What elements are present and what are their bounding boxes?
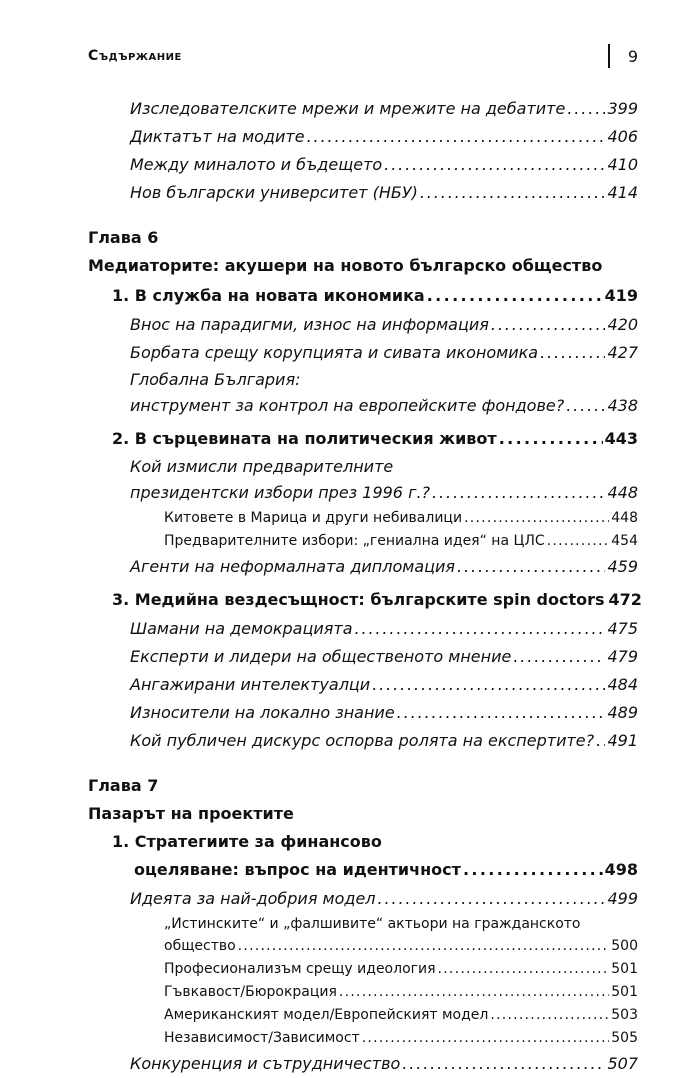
toc-subentry-label: Независимост/Зависимост (164, 1030, 360, 1046)
dot-leader (307, 123, 606, 151)
toc-subentry (88, 981, 638, 1004)
toc-entry-label: Ангажирани интелектуалци (130, 675, 371, 694)
dot-leader (384, 151, 605, 179)
toc-entry-page: 427 (607, 343, 638, 362)
dot-leader (355, 615, 606, 643)
toc-entry-page: 507 (607, 1054, 638, 1073)
dot-leader (547, 530, 610, 553)
toc-subentry-page: 454 (611, 533, 638, 549)
toc-entry-page: 399 (607, 99, 638, 118)
toc-subentry-label: Предварителните избори: „гениална идея“ на ЦЛС (164, 533, 545, 549)
toc-subentry-page: 448 (611, 510, 638, 526)
toc-entry-label: Конкуренция и сътрудничество (130, 1054, 401, 1073)
table-of-contents (88, 95, 642, 1078)
toc-subentry (88, 935, 638, 958)
dot-leader (378, 885, 606, 913)
toc-entry-first-line: Кой измисли предварителните (130, 457, 394, 476)
toc-entry (88, 311, 638, 339)
toc-entry (88, 123, 638, 151)
dot-leader (567, 95, 605, 123)
toc-subentry-label: Гъвкавост/Бюрокрация (164, 984, 337, 1000)
dot-leader (427, 281, 603, 311)
toc-entry-first-line: Глобална България: (130, 370, 301, 389)
toc-section-page: 472 (608, 590, 642, 609)
toc-subentry (88, 507, 638, 530)
toc-subentry-first-line: „Истинските“ и „фалшивите“ актьори на гражданското (164, 916, 581, 932)
toc-section-label: 1. В служба на новата икономика (112, 286, 425, 305)
toc-subentry-label: общество (164, 938, 236, 954)
toc-subentry (88, 958, 638, 981)
chapter-number: Глава 7 (88, 776, 159, 795)
chapter-title: Пазарът на проектите (88, 804, 294, 823)
chapter-title: Медиаторите: акушери на новото българско общество (88, 256, 603, 275)
toc-subentry-label: Професионализъм срещу идеология (164, 961, 436, 977)
toc-entry (88, 1050, 638, 1078)
dot-leader (464, 507, 609, 530)
toc-section-label: 2. В сърцевината на политическия живот (112, 429, 497, 448)
toc-entry (88, 553, 638, 581)
dot-leader (397, 699, 606, 727)
running-header (88, 44, 638, 74)
toc-entry-page: 479 (607, 647, 638, 666)
toc-entry (88, 179, 638, 207)
toc-entry-label: президентски избори през 1996 г.? (130, 483, 431, 502)
dot-leader (339, 981, 609, 1004)
toc-subentry (88, 1027, 638, 1050)
toc-entry (88, 479, 638, 507)
dot-leader (438, 958, 610, 981)
dot-leader (490, 1004, 609, 1027)
toc-subentry-label: Американският модел/Европейският модел (164, 1007, 489, 1023)
toc-entry-label: Изследователските мрежи и мрежите на дебатите (130, 99, 566, 118)
toc-subentry-label: Китовете в Марица и други небивалици (164, 510, 463, 526)
header-divider (608, 44, 610, 68)
toc-entry-label: Кой публичен дискурс оспорва ролята на експертите? (130, 731, 595, 750)
chapter-number: Глава 6 (88, 228, 159, 247)
toc-subentry-page: 501 (611, 984, 638, 1000)
toc-entry-label: Износители на локално знание (130, 703, 395, 722)
toc-entry-page: 475 (607, 619, 638, 638)
toc-entry-page: 484 (607, 675, 638, 694)
toc-section-label: 3. Медийна вездесъщност: българските spin doctors (112, 590, 605, 609)
toc-subentry-page: 503 (611, 1007, 638, 1023)
toc-entry-page: 410 (607, 155, 638, 174)
toc-entry (88, 615, 638, 643)
dot-leader (499, 424, 603, 454)
toc-section-label: оцеляване: въпрос на идентичност (134, 860, 461, 879)
page-number: 9 (627, 47, 638, 66)
toc-entry-label: Между миналото и бъдещето (130, 155, 383, 174)
dot-leader (372, 671, 605, 699)
toc-entry (88, 339, 638, 367)
toc-entry-page: 459 (607, 557, 638, 576)
toc-section (88, 281, 638, 311)
toc-entry-label: инструмент за контрол на европейските фондове? (130, 396, 565, 415)
dot-leader (513, 643, 605, 671)
toc-section (88, 424, 638, 454)
toc-entry (88, 392, 638, 420)
toc-entry (88, 885, 638, 913)
toc-entry (88, 699, 638, 727)
toc-entry (88, 727, 638, 755)
dot-leader (362, 1027, 610, 1050)
toc-entry (88, 643, 638, 671)
toc-subentry (88, 1004, 638, 1027)
toc-section-page: 443 (604, 429, 638, 448)
running-title: Съдържание (88, 48, 182, 64)
dot-leader (457, 553, 605, 581)
toc-entry (88, 95, 638, 123)
toc-subentry-page: 505 (611, 1030, 638, 1046)
toc-entry-page: 406 (607, 127, 638, 146)
dot-leader (402, 1050, 605, 1078)
toc-entry-page: 499 (607, 889, 638, 908)
toc-entry (88, 671, 638, 699)
toc-entry-page: 414 (607, 183, 638, 202)
toc-entry-label: Внос на парадигми, износ на информация (130, 315, 489, 334)
toc-entry-page: 489 (607, 703, 638, 722)
toc-section-page: 498 (604, 860, 638, 879)
toc-section-first-line: 1. Стратегиите за финансово (112, 832, 382, 851)
dot-leader (566, 392, 605, 420)
dot-leader (238, 935, 610, 958)
dot-leader (540, 339, 605, 367)
toc-section (88, 585, 642, 615)
toc-subentry-page: 500 (611, 938, 638, 954)
toc-subentry-page: 501 (611, 961, 638, 977)
toc-entry-label: Агенти на неформалната дипломация (130, 557, 456, 576)
toc-subentry (88, 530, 638, 553)
toc-section (88, 855, 638, 885)
toc-entry-label: Идеята за най-добрия модел (130, 889, 376, 908)
toc-entry (88, 151, 638, 179)
dot-leader (420, 179, 606, 207)
dot-leader (463, 855, 603, 885)
toc-entry-label: Борбата срещу корупцията и сивата икономика (130, 343, 539, 362)
toc-entry-page: 491 (607, 731, 638, 750)
toc-entry-label: Експерти и лидери на общественото мнение (130, 647, 512, 666)
dot-leader (432, 479, 605, 507)
toc-entry-page: 420 (607, 315, 638, 334)
toc-entry-page: 438 (607, 396, 638, 415)
toc-entry-label: Нов български университет (НБУ) (130, 183, 418, 202)
dot-leader (596, 727, 605, 755)
toc-entry-label: Шамани на демокрацията (130, 619, 353, 638)
toc-entry-page: 448 (607, 483, 638, 502)
toc-entry-label: Диктатът на модите (130, 127, 305, 146)
dot-leader (491, 311, 606, 339)
toc-section-page: 419 (604, 286, 638, 305)
